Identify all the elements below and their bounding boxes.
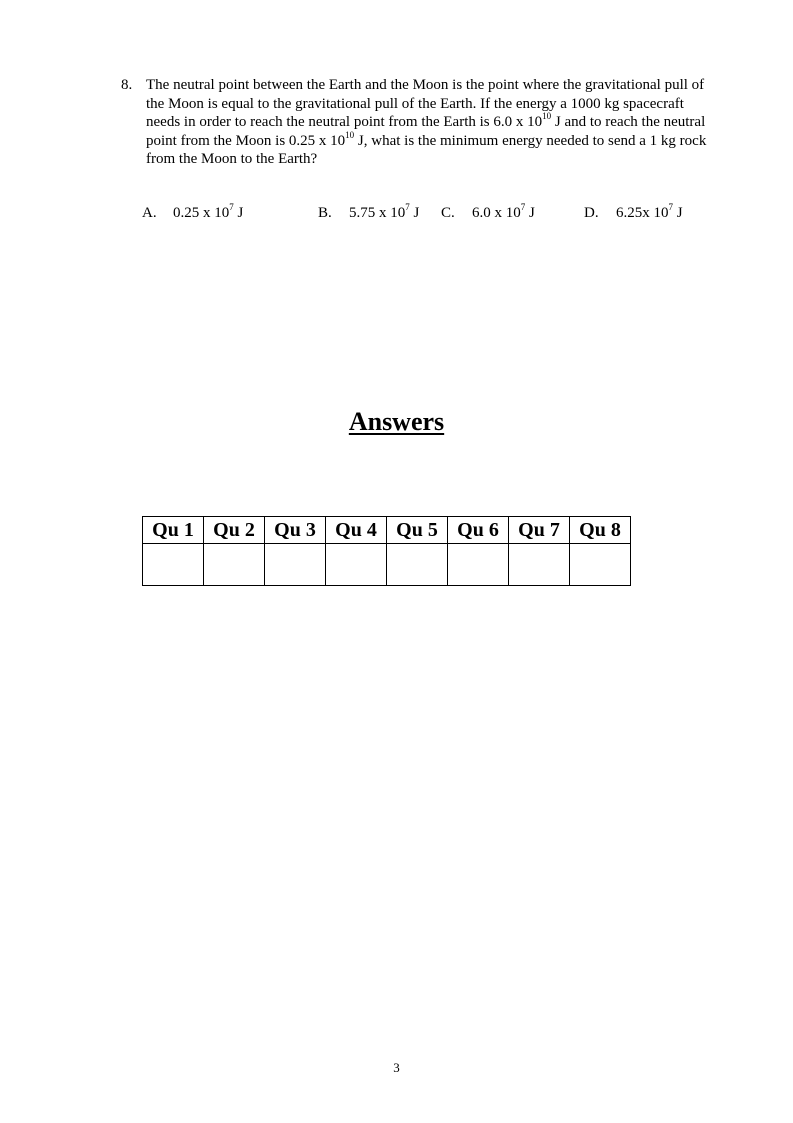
answer-column-header: Qu 8	[570, 517, 631, 544]
option-value: 6.0 x 10	[472, 205, 521, 221]
option-unit: J	[409, 205, 420, 221]
answers-heading	[0, 407, 793, 437]
exponent-moon: 10	[345, 129, 355, 140]
option-exponent: 7	[668, 202, 673, 212]
question-number: 8.	[121, 77, 133, 93]
option-letter: D.	[584, 205, 599, 221]
answer-cell-qu-5[interactable]	[387, 544, 448, 586]
option-letter: B.	[318, 205, 332, 221]
answer-column-header: Qu 3	[265, 517, 326, 544]
answers-table	[142, 516, 631, 586]
answer-cell-qu-6[interactable]	[448, 544, 509, 586]
answer-column-header: Qu 6	[448, 517, 509, 544]
page-number: 3	[393, 1060, 400, 1075]
option-unit: J	[525, 205, 535, 221]
option-unit: J	[233, 205, 244, 221]
answer-column-header: Qu 4	[326, 517, 387, 544]
answer-cell-qu-3[interactable]	[265, 544, 326, 586]
answers-heading-text: Answers	[348, 407, 445, 436]
option-d[interactable]	[584, 204, 683, 222]
option-letter: A.	[142, 205, 157, 221]
question-text-part-3: J, what is the minimum energy needed to send a 1 kg rock from the Moon to the Earth?	[146, 132, 707, 167]
answer-column-header: Qu 7	[509, 517, 570, 544]
option-unit: J	[673, 205, 683, 221]
question-text	[146, 76, 711, 169]
option-value: 5.75 x 10	[349, 205, 406, 221]
option-exponent: 7	[520, 202, 526, 212]
exponent-earth: 10	[542, 111, 552, 121]
option-letter: C.	[441, 205, 455, 221]
option-exponent: 7	[405, 202, 410, 212]
answer-column-header: Qu 1	[143, 517, 204, 544]
option-c[interactable]	[441, 204, 535, 222]
answer-column-header: Qu 5	[387, 517, 448, 544]
answer-cell-qu-1[interactable]	[143, 544, 204, 586]
question-text-part-1: The neutral point between the Earth and the Moon is the point where the gravitational pull of the Moon is equal to the gravitational pull of the Earth. If the energy a 1000 kg spacecraft needs in order to reach the neutral point from the Earth is 6.0 x 10	[146, 77, 705, 130]
answer-cell-qu-8[interactable]	[570, 544, 631, 586]
answer-cell-qu-4[interactable]	[326, 544, 387, 586]
option-value: 6.25x 10	[616, 205, 669, 221]
option-a[interactable]	[142, 204, 243, 222]
answers-row	[143, 544, 631, 586]
answer-column-header: Qu 2	[204, 517, 265, 544]
question-text-part-2: J and to reach the neutral point from the Moon is 0.25 x 10	[146, 114, 706, 149]
answer-cell-qu-7[interactable]	[509, 544, 570, 586]
question-8	[121, 76, 711, 169]
option-exponent: 7	[229, 202, 234, 212]
option-value: 0.25 x 10	[173, 205, 230, 221]
answers-header-row	[143, 517, 631, 544]
answer-cell-qu-2[interactable]	[204, 544, 265, 586]
option-b[interactable]	[318, 204, 419, 222]
